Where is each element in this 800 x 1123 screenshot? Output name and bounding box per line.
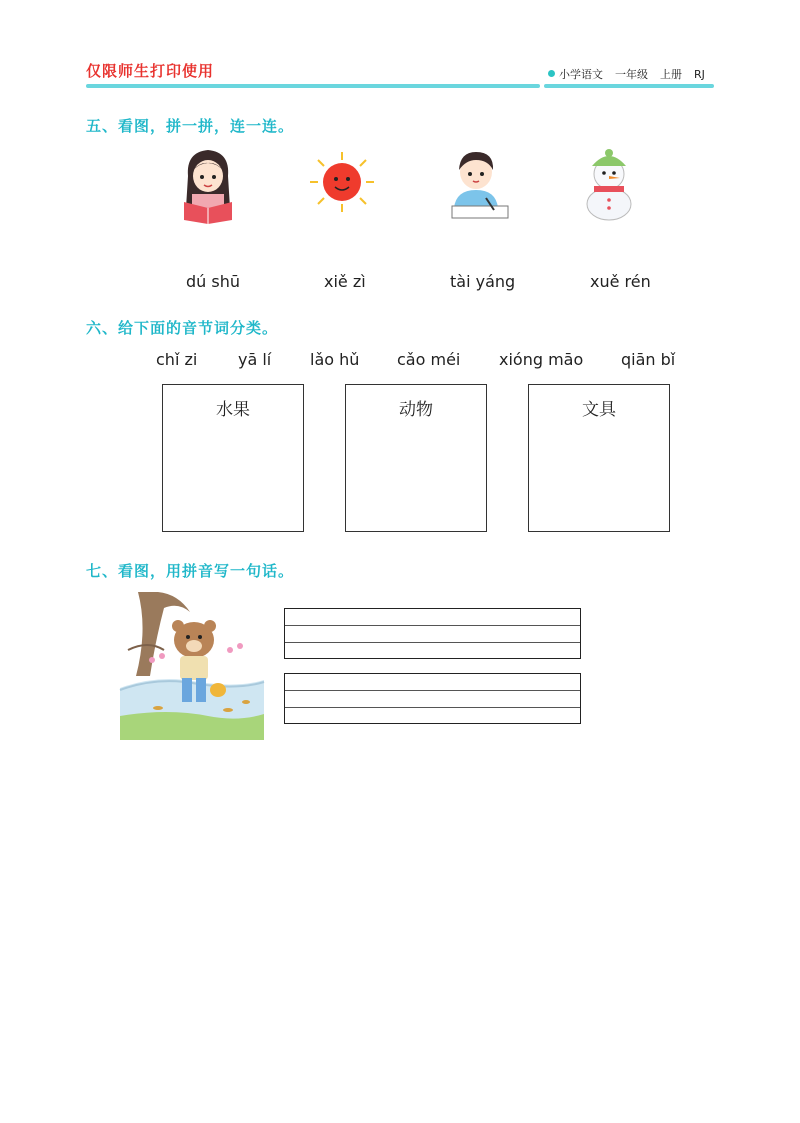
word-qian-bi: qiān bǐ — [621, 350, 676, 369]
header-rule-left — [86, 84, 540, 88]
pinyin-xue-ren: xuě rén — [590, 272, 651, 291]
category-label-stationery: 文具 — [582, 400, 616, 420]
word-ya-li: yā lí — [238, 350, 272, 369]
pinyin-xie-zi: xiě zì — [324, 272, 366, 291]
pinyin-du-shu: dú shū — [186, 272, 240, 291]
word-cao-mei: cǎo méi — [397, 350, 461, 369]
book-info — [548, 66, 705, 82]
word-chi-zi: chǐ zi — [156, 350, 198, 369]
volume-label: 上册 — [660, 68, 682, 81]
pinyin-tai-yang: tài yáng — [450, 272, 516, 291]
girl-reading-icon — [178, 146, 238, 224]
header-rule-right — [544, 84, 714, 88]
sun-icon — [306, 150, 378, 214]
section-6-title: 六、给下面的音节词分类。 — [86, 319, 279, 337]
print-notice: 仅限师生打印使用 — [86, 62, 215, 80]
boy-writing-icon — [446, 148, 512, 222]
bear-walking-scene-icon — [118, 590, 266, 740]
category-label-animal: 动物 — [399, 400, 433, 420]
word-lao-hu: lǎo hǔ — [310, 350, 360, 369]
subject-label: 小学语文 — [559, 68, 603, 81]
grade-label: 一年级 — [615, 68, 648, 81]
category-box-stationery[interactable] — [528, 384, 670, 532]
word-xiong-mao: xióng māo — [499, 350, 584, 369]
bullet-icon — [548, 70, 555, 77]
writing-lines-2[interactable] — [284, 673, 581, 724]
edition-label: RJ — [694, 68, 705, 81]
snowman-icon — [580, 146, 638, 222]
section-7-title: 七、看图，用拼音写一句话。 — [86, 562, 295, 580]
category-box-animal[interactable] — [345, 384, 487, 532]
category-label-fruit: 水果 — [216, 400, 250, 420]
section-5-title: 五、看图，拼一拼，连一连。 — [86, 117, 295, 135]
category-box-fruit[interactable] — [162, 384, 304, 532]
writing-lines-1[interactable] — [284, 608, 581, 659]
